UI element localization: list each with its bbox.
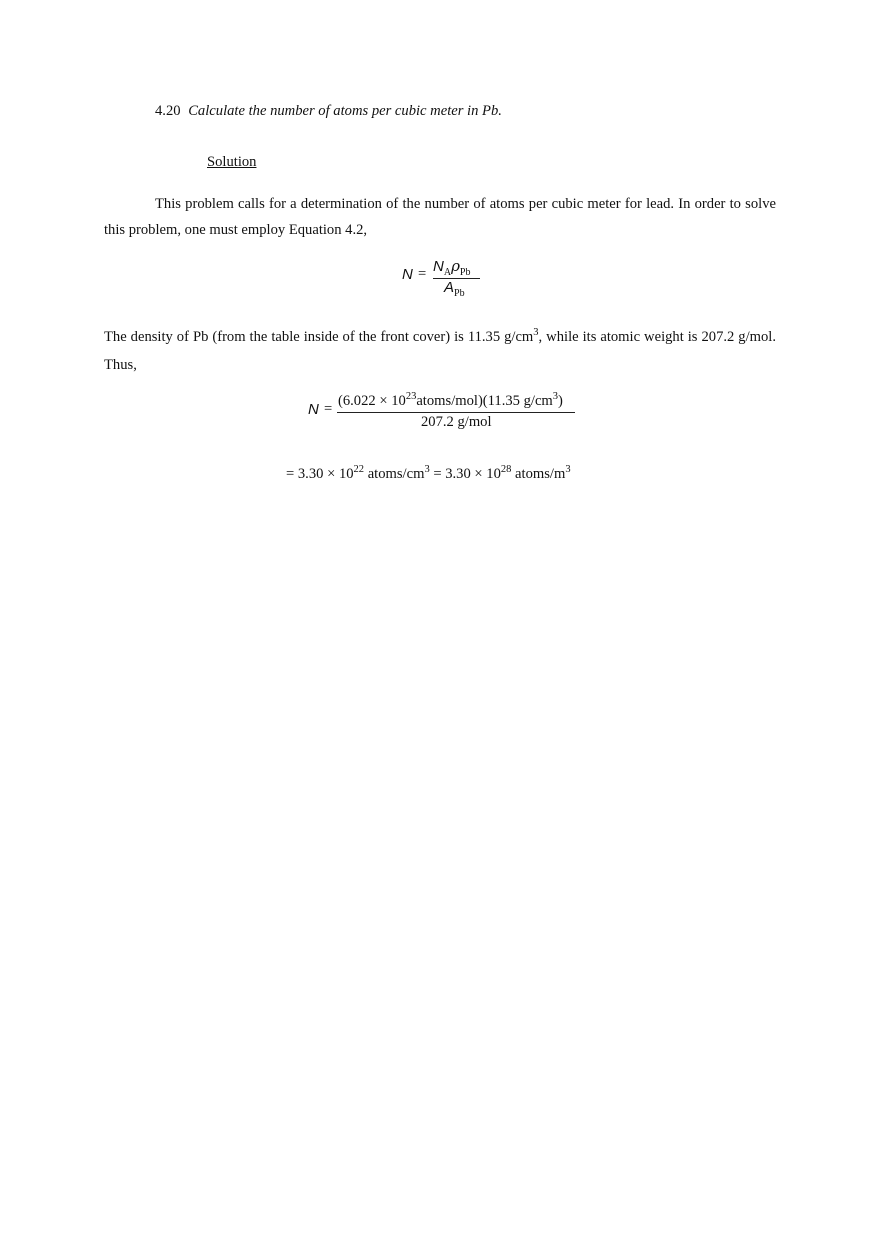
eq1-equals: =	[418, 266, 427, 282]
problem-statement	[155, 103, 502, 120]
solution-heading: Solution	[207, 154, 257, 170]
eq2-fraction-bar	[337, 412, 575, 413]
eq1-numerator: $N_A\rho_{Pb}$	[433, 257, 471, 278]
eq2-equals: =	[324, 401, 333, 417]
problem-question: Calculate the number of atoms per cubic meter in Pb.	[188, 103, 502, 119]
eq2-denominator: 207.2 g/mol	[421, 414, 492, 430]
eq1-lhs: N	[402, 266, 413, 283]
intro-paragraph: This problem calls for a determination of the number of atoms per cubic meter for lead. In order to solve this problem, one must employ Equation 4.2,	[104, 196, 776, 238]
problem-number: 4.20	[155, 103, 181, 119]
eq2-numerator: $(6.022 \times 10^{23}atoms/mol)(11.35$ $g/cm^3$)	[338, 391, 563, 409]
density-paragraph: The density of Pb (from the table inside of the front cover) is 11.35 $g/cm^3$, while its atomic weight is 207.2 g/mol. Thus,	[104, 327, 776, 373]
result-line: = $3.30 \times 10^{22}$ atoms/$cm^3 = 3.30 \times 10^{28}$ atoms/$m^3$	[286, 464, 571, 482]
eq2-lhs: N	[308, 401, 319, 418]
eq1-denominator: $A_{Pb}$	[444, 279, 465, 299]
